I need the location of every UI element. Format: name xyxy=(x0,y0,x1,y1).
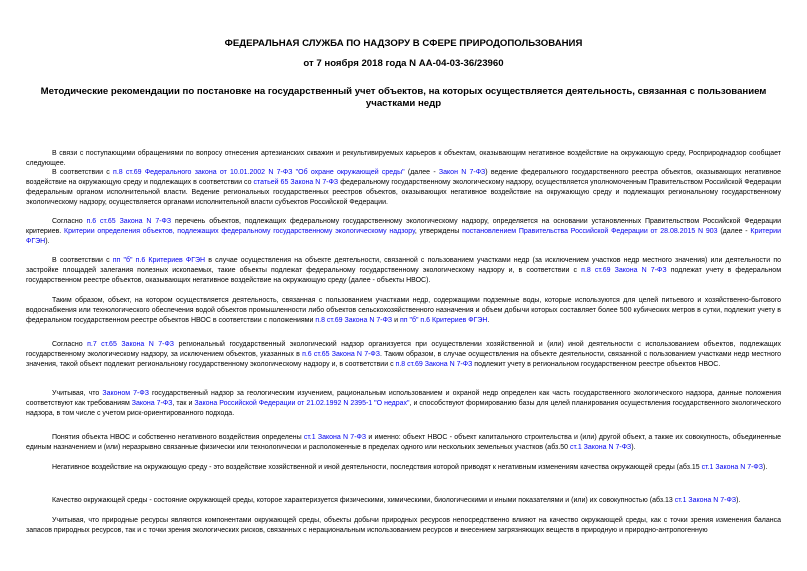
paragraph-text: , и способствуют формированию базы для целей планирования осуществления государственного экологического надзора, в том числе с учетом риск-ориентированного подхода. xyxy=(26,400,781,417)
paragraph-9 xyxy=(26,463,781,473)
paragraph-text: (далее - xyxy=(717,228,751,235)
law-reference-link[interactable]: п.8 ст.69 Федерального закона от 10.01.2002 N 7-ФЗ "Об охране окружающей среды" xyxy=(113,169,405,176)
paragraph-text: Качество окружающей среды - состояние окружающей среды, которое характеризуется физическими, химическими, биологическими и иными показателями и (или) их совокупностью (абз.13 xyxy=(52,497,675,504)
paragraph-7 xyxy=(26,389,781,419)
paragraph-text: ). xyxy=(631,444,636,451)
law-reference-link[interactable]: п.8 ст.69 Закона N 7-ФЗ xyxy=(581,267,667,274)
law-reference-link[interactable]: ст.1 Закона N 7-ФЗ xyxy=(674,497,737,504)
law-reference-link[interactable]: ст.1 Закона N 7-ФЗ xyxy=(303,434,367,441)
law-reference-link[interactable]: Критерии ФГЭН xyxy=(26,228,781,245)
law-reference-link[interactable]: ст.1 Закона N 7-ФЗ xyxy=(701,464,763,471)
paragraph-3 xyxy=(26,217,781,247)
law-reference-link[interactable]: Законом 7-ФЗ xyxy=(102,390,149,397)
paragraph-text: ). xyxy=(736,497,741,504)
law-reference-link[interactable]: Закона Российской Федерации от 21.02.1992 N 2395-1 "О недрах" xyxy=(194,400,410,407)
paragraph-text: подлежат учету в федеральном государственном реестре объектов, оказывающих негативное воздействие на окружающую среду (далее - объекты НВОС). xyxy=(26,267,782,284)
law-reference-link[interactable]: п.8 ст.69 Закона N 7-ФЗ xyxy=(395,361,473,368)
paragraph-text: Согласно xyxy=(52,218,87,225)
paragraph-text: , так и xyxy=(172,400,195,407)
agency-heading: ФЕДЕРАЛЬНАЯ СЛУЖБА ПО НАДЗОРУ В СФЕРЕ ПРИРОДОПОЛЬЗОВАНИЯ xyxy=(224,38,583,49)
paragraph-text: ). xyxy=(45,238,50,245)
law-reference-link[interactable]: постановлением Правительства Российской Федерации от 28.08.2015 N 903 xyxy=(462,228,718,235)
law-reference-link[interactable]: пп "б" п.6 Критериев ФГЭН xyxy=(112,257,206,264)
law-reference-link[interactable]: Закона 7-ФЗ xyxy=(131,400,173,407)
paragraph-text: подлежит учету в региональном государственном реестре объектов НВОС. xyxy=(472,361,721,368)
paragraph-text: Негативное воздействие на окружающую среду - это воздействие хозяйственной и иной деятельности, последствия которой приводят к негативным изменениям качества окружающей среды (абз.15 xyxy=(52,464,702,471)
law-reference-link[interactable]: п.6 ст.65 Закона N 7-ФЗ xyxy=(302,351,380,358)
law-reference-link[interactable]: п.6 ст.65 Закона N 7-ФЗ xyxy=(86,218,172,225)
law-reference-link[interactable]: п.7 ст.65 Закона N 7-ФЗ xyxy=(87,341,175,348)
paragraph-text: . Таким образом, в случае осуществления на объекте деятельности, связанной с пользованием участками недр местного значения, такой объект подлежит региональному государственному экологическому надзору и, в соответствии с xyxy=(26,351,782,368)
paragraph-text: и именно: объект НВОС - объект капитального строительства и (или) другой объект, а также их совокупность, объединенные единым назначением и (или) неразрывно связанные физически или технологически и расположенные в пределах одного или нескольких земельных участков (абз.50 xyxy=(26,434,781,451)
paragraph-11 xyxy=(26,516,781,536)
paragraph-text: государственный надзор за геологическим изучением, рациональным использованием и охраной недр определен как часть государственного экологического надзора, данные положения соответствуют как требованиям xyxy=(26,390,781,407)
paragraph-10 xyxy=(26,496,781,506)
document-title: Методические рекомендации по постановке на государственный учет объектов, на которых осуществляется деятельность, связанная с пользованием участками недр xyxy=(40,86,767,109)
paragraph-text: ) ведение федерального государственного реестра объектов, оказывающих негативное воздействие на окружающую среду и подлежащих в соответствии со xyxy=(26,169,782,186)
paragraph-text: В связи с поступающими обращениями по вопросу отнесения артезианских скважин и рекультивируемых карьеров к объектам, оказывающим негативное воздействие на окружающую среду, Росприроднадзор сообщает следующее. xyxy=(26,150,781,167)
paragraph-text: Согласно xyxy=(52,341,88,348)
paragraph-text: В соответствии с xyxy=(52,257,113,264)
paragraph-text: и xyxy=(392,317,400,324)
paragraph-text: ). xyxy=(763,464,768,471)
paragraph-2 xyxy=(26,168,781,208)
paragraph-4 xyxy=(26,256,781,286)
paragraph-text: федеральному государственному экологическому надзору, осуществляется уполномоченным Правительством Российской Федерации федеральным органом исполнительной власти. Ведение региональных государственных реестров объектов, оказывающих негативное воздействие на окружающую среду и подлежащих региональному государственному экологическому надзору, осуществляется органами исполнительной власти субъектов Российской Федерации. xyxy=(26,179,781,206)
paragraph-text: в случае осуществления на объекте деятельности, связанной с пользованием участками недр (за исключением участков недр местного значения) или деятельности по застройке площадей залегания полезных ископаемых, такие объекты подлежат федеральному государственному экологическому надзору и, в соответствии с xyxy=(26,257,782,274)
paragraph-text: региональный государственный экологический надзор организуется при осуществлении хозяйственной и (или) иной деятельности с использованием объектов, подлежащих государственному экологическому надзору, за исключением объектов, указанных в xyxy=(26,341,782,358)
law-reference-link[interactable]: Критерии определения объектов, подлежащих федеральному государственному экологическому надзору xyxy=(64,228,415,235)
paragraph-text: В соответствии с xyxy=(52,169,114,176)
paragraph-text: , утверждены xyxy=(414,228,463,235)
paragraph-text: . xyxy=(487,317,490,324)
paragraph-text: (далее - xyxy=(404,169,439,176)
paragraph-6 xyxy=(26,340,781,370)
paragraph-text: перечень объектов, подлежащих федеральному государственному экологическому надзору, определяется на основании установленных Правительством Российской Федерации критериев. xyxy=(26,218,781,235)
paragraph-text: Учитывая, что природные ресурсы являются компонентами окружающей среды, объекты добычи природных ресурсов непосредственно влияют на качество окружающей среды, как с точки зрения изменения баланса запасов природных ресурсов, так и с точки зрения экологических рисков, связанных с нерациональным использованием ресурсов и внесением загрязняющих веществ в природную и природно-антропогенную xyxy=(26,517,781,534)
paragraph-text: Учитывая, что xyxy=(52,390,103,397)
paragraph-8 xyxy=(26,433,781,453)
paragraph-5 xyxy=(26,296,781,326)
letter-reference: от 7 ноября 2018 года N АА-04-03-36/23960 xyxy=(303,58,504,69)
law-reference-link[interactable]: статьей 65 Закона N 7-ФЗ xyxy=(253,179,339,186)
paragraph-text: Таким образом, объект, на котором осуществляется деятельность, связанная с пользованием участками недр, содержащими подземные воды, которые используются для целей питьевого и хозяйственно-бытового водоснабжения или технологического обеспечения водой объектов промышленности либо объектов сельскохозяйственного назначения и объем добычи которых составляет более 500 кубических метров в сутки, подлежит учету в федеральном государственном реестре объектов НВОС в соответствии с положениями xyxy=(26,297,781,324)
law-reference-link[interactable]: ст.1 Закона N 7-ФЗ xyxy=(569,444,632,451)
law-reference-link[interactable]: Закон N 7-ФЗ xyxy=(438,169,486,176)
law-reference-link[interactable]: пп "б" п.6 Критериев ФГЭН xyxy=(399,317,488,324)
law-reference-link[interactable]: п.8 ст.69 Закона N 7-ФЗ xyxy=(315,317,393,324)
paragraph-1 xyxy=(26,149,781,169)
paragraph-text: Понятия объекта НВОС и собственно негативного воздействия определены xyxy=(52,434,304,441)
